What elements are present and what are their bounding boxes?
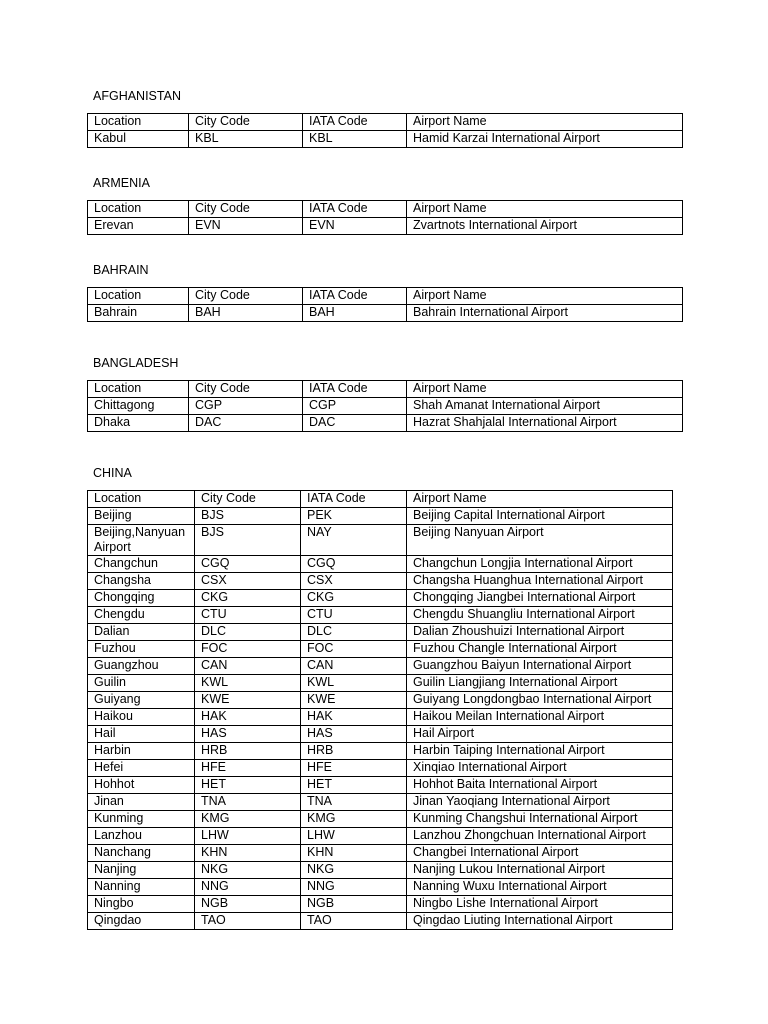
table-row	[88, 896, 673, 913]
airport-table-china	[87, 490, 673, 930]
table-row	[88, 709, 673, 726]
table-row	[88, 692, 673, 709]
cell-location: Kunming	[88, 811, 195, 828]
cell-iata-code: TNA	[301, 794, 407, 811]
cell-location: Nanjing	[88, 862, 195, 879]
cell-city-code: KBL	[189, 131, 303, 148]
cell-location: Chongqing	[88, 590, 195, 607]
cell-iata-code: CTU	[301, 607, 407, 624]
cell-location: Changsha	[88, 573, 195, 590]
cell-airport-name: Changsha Huanghua International Airport	[407, 573, 673, 590]
cell-iata-code: HAK	[301, 709, 407, 726]
cell-iata-code: NKG	[301, 862, 407, 879]
cell-city-code: DAC	[189, 415, 303, 432]
table-row	[88, 760, 673, 777]
cell-iata-code: EVN	[303, 218, 407, 235]
table-row	[88, 525, 673, 556]
header-iata-code: IATA Code	[303, 201, 407, 218]
cell-city-code: HAS	[195, 726, 301, 743]
cell-iata-code: HRB	[301, 743, 407, 760]
cell-city-code: NKG	[195, 862, 301, 879]
country-heading-bangladesh: BANGLADESH	[93, 356, 179, 370]
cell-location: Haikou	[88, 709, 195, 726]
cell-airport-name: Jinan Yaoqiang International Airport	[407, 794, 673, 811]
cell-airport-name: Chengdu Shuangliu International Airport	[407, 607, 673, 624]
cell-city-code: HET	[195, 777, 301, 794]
cell-location: Nanning	[88, 879, 195, 896]
table-row	[88, 811, 673, 828]
table-row	[88, 607, 673, 624]
cell-iata-code: TAO	[301, 913, 407, 930]
table-row	[88, 508, 673, 525]
cell-airport-name: Qingdao Liuting International Airport	[407, 913, 673, 930]
cell-iata-code: KHN	[301, 845, 407, 862]
cell-airport-name: Fuzhou Changle International Airport	[407, 641, 673, 658]
airport-table-afghanistan	[87, 113, 683, 148]
airport-table-armenia	[87, 200, 683, 235]
china-table-body	[88, 508, 673, 930]
header-location: Location	[88, 288, 189, 305]
header-city-code: City Code	[195, 491, 301, 508]
cell-city-code: CTU	[195, 607, 301, 624]
cell-airport-name: Guiyang Longdongbao International Airport	[407, 692, 673, 709]
table-header-row	[88, 381, 683, 398]
cell-city-code: LHW	[195, 828, 301, 845]
cell-location: Ningbo	[88, 896, 195, 913]
header-city-code: City Code	[189, 114, 303, 131]
country-heading-china: CHINA	[93, 466, 132, 480]
cell-airport-name: Hazrat Shahjalal International Airport	[407, 415, 683, 432]
header-location: Location	[88, 201, 189, 218]
cell-airport-name: Guilin Liangjiang International Airport	[407, 675, 673, 692]
cell-location: Beijing	[88, 508, 195, 525]
cell-city-code: HRB	[195, 743, 301, 760]
header-iata-code: IATA Code	[303, 114, 407, 131]
table-row	[88, 879, 673, 896]
cell-city-code: BAH	[189, 305, 303, 322]
cell-airport-name: Zvartnots International Airport	[407, 218, 683, 235]
table-row	[88, 590, 673, 607]
header-iata-code: IATA Code	[301, 491, 407, 508]
cell-location: Changchun	[88, 556, 195, 573]
cell-airport-name: Hohhot Baita International Airport	[407, 777, 673, 794]
header-location: Location	[88, 491, 195, 508]
cell-city-code: KHN	[195, 845, 301, 862]
cell-iata-code: DLC	[301, 624, 407, 641]
cell-city-code: NGB	[195, 896, 301, 913]
table-row	[88, 398, 683, 415]
table-row	[88, 624, 673, 641]
table-header-row	[88, 288, 683, 305]
cell-location: Chengdu	[88, 607, 195, 624]
header-location: Location	[88, 114, 189, 131]
cell-location: Hefei	[88, 760, 195, 777]
cell-location: Hohhot	[88, 777, 195, 794]
table-row	[88, 743, 673, 760]
airport-table-bangladesh	[87, 380, 683, 432]
cell-iata-code: NAY	[301, 525, 407, 556]
cell-airport-name: Beijing Nanyuan Airport	[407, 525, 673, 556]
cell-location: Kabul	[88, 131, 189, 148]
header-iata-code: IATA Code	[303, 381, 407, 398]
cell-iata-code: NNG	[301, 879, 407, 896]
cell-iata-code: HET	[301, 777, 407, 794]
cell-airport-name: Kunming Changshui International Airport	[407, 811, 673, 828]
cell-city-code: KMG	[195, 811, 301, 828]
cell-location: Erevan	[88, 218, 189, 235]
header-airport-name: Airport Name	[407, 114, 683, 131]
cell-iata-code: DAC	[303, 415, 407, 432]
header-iata-code: IATA Code	[303, 288, 407, 305]
cell-iata-code: NGB	[301, 896, 407, 913]
table-row	[88, 415, 683, 432]
table-header-row	[88, 114, 683, 131]
cell-airport-name: Beijing Capital International Airport	[407, 508, 673, 525]
cell-city-code: EVN	[189, 218, 303, 235]
table-row	[88, 305, 683, 322]
table-row	[88, 658, 673, 675]
cell-airport-name: Ningbo Lishe International Airport	[407, 896, 673, 913]
cell-iata-code: KMG	[301, 811, 407, 828]
cell-airport-name: Dalian Zhoushuizi International Airport	[407, 624, 673, 641]
country-heading-armenia: ARMENIA	[93, 176, 150, 190]
cell-iata-code: FOC	[301, 641, 407, 658]
cell-location: Beijing,Nanyuan Airport	[88, 525, 195, 556]
country-heading-afghanistan: AFGHANISTAN	[93, 89, 181, 103]
table-row	[88, 573, 673, 590]
table-row	[88, 675, 673, 692]
cell-location: Qingdao	[88, 913, 195, 930]
header-city-code: City Code	[189, 381, 303, 398]
header-airport-name: Airport Name	[407, 201, 683, 218]
cell-city-code: TAO	[195, 913, 301, 930]
cell-airport-name: Shah Amanat International Airport	[407, 398, 683, 415]
cell-airport-name: Changbei International Airport	[407, 845, 673, 862]
table-row	[88, 777, 673, 794]
table-row	[88, 556, 673, 573]
cell-iata-code: KWL	[301, 675, 407, 692]
cell-iata-code: LHW	[301, 828, 407, 845]
cell-city-code: CGQ	[195, 556, 301, 573]
cell-location: Nanchang	[88, 845, 195, 862]
cell-iata-code: PEK	[301, 508, 407, 525]
cell-city-code: FOC	[195, 641, 301, 658]
cell-city-code: BJS	[195, 525, 301, 556]
cell-city-code: KWE	[195, 692, 301, 709]
header-airport-name: Airport Name	[407, 491, 673, 508]
cell-location: Dalian	[88, 624, 195, 641]
cell-city-code: BJS	[195, 508, 301, 525]
table-row	[88, 828, 673, 845]
cell-location: Lanzhou	[88, 828, 195, 845]
cell-location: Hail	[88, 726, 195, 743]
table-row	[88, 845, 673, 862]
cell-city-code: CSX	[195, 573, 301, 590]
cell-location: Chittagong	[88, 398, 189, 415]
cell-airport-name: Changchun Longjia International Airport	[407, 556, 673, 573]
table-row	[88, 641, 673, 658]
cell-iata-code: CKG	[301, 590, 407, 607]
cell-iata-code: CSX	[301, 573, 407, 590]
cell-city-code: CGP	[189, 398, 303, 415]
cell-airport-name: Nanjing Lukou International Airport	[407, 862, 673, 879]
cell-airport-name: Hamid Karzai International Airport	[407, 131, 683, 148]
cell-city-code: CKG	[195, 590, 301, 607]
table-header-row	[88, 201, 683, 218]
cell-iata-code: HAS	[301, 726, 407, 743]
table-row	[88, 913, 673, 930]
cell-city-code: KWL	[195, 675, 301, 692]
cell-airport-name: Harbin Taiping International Airport	[407, 743, 673, 760]
cell-airport-name: Xinqiao International Airport	[407, 760, 673, 777]
cell-city-code: DLC	[195, 624, 301, 641]
cell-city-code: NNG	[195, 879, 301, 896]
table-row	[88, 862, 673, 879]
cell-airport-name: Bahrain International Airport	[407, 305, 683, 322]
cell-airport-name: Haikou Meilan International Airport	[407, 709, 673, 726]
header-airport-name: Airport Name	[407, 288, 683, 305]
cell-airport-name: Chongqing Jiangbei International Airport	[407, 590, 673, 607]
cell-city-code: HAK	[195, 709, 301, 726]
cell-city-code: HFE	[195, 760, 301, 777]
cell-iata-code: KWE	[301, 692, 407, 709]
header-city-code: City Code	[189, 201, 303, 218]
cell-location: Dhaka	[88, 415, 189, 432]
cell-airport-name: Guangzhou Baiyun International Airport	[407, 658, 673, 675]
cell-city-code: CAN	[195, 658, 301, 675]
cell-iata-code: KBL	[303, 131, 407, 148]
header-airport-name: Airport Name	[407, 381, 683, 398]
cell-location: Fuzhou	[88, 641, 195, 658]
cell-location: Guiyang	[88, 692, 195, 709]
table-header-row	[88, 491, 673, 508]
cell-location: Harbin	[88, 743, 195, 760]
table-row	[88, 726, 673, 743]
table-row	[88, 218, 683, 235]
cell-airport-name: Hail Airport	[407, 726, 673, 743]
cell-iata-code: CAN	[301, 658, 407, 675]
cell-airport-name: Nanning Wuxu International Airport	[407, 879, 673, 896]
cell-location: Guilin	[88, 675, 195, 692]
cell-iata-code: CGP	[303, 398, 407, 415]
cell-location: Bahrain	[88, 305, 189, 322]
cell-airport-name: Lanzhou Zhongchuan International Airport	[407, 828, 673, 845]
header-city-code: City Code	[189, 288, 303, 305]
table-row	[88, 131, 683, 148]
airport-table-bahrain	[87, 287, 683, 322]
cell-iata-code: BAH	[303, 305, 407, 322]
cell-city-code: TNA	[195, 794, 301, 811]
country-heading-bahrain: BAHRAIN	[93, 263, 149, 277]
table-row	[88, 794, 673, 811]
cell-iata-code: HFE	[301, 760, 407, 777]
cell-iata-code: CGQ	[301, 556, 407, 573]
header-location: Location	[88, 381, 189, 398]
cell-location: Jinan	[88, 794, 195, 811]
cell-location: Guangzhou	[88, 658, 195, 675]
